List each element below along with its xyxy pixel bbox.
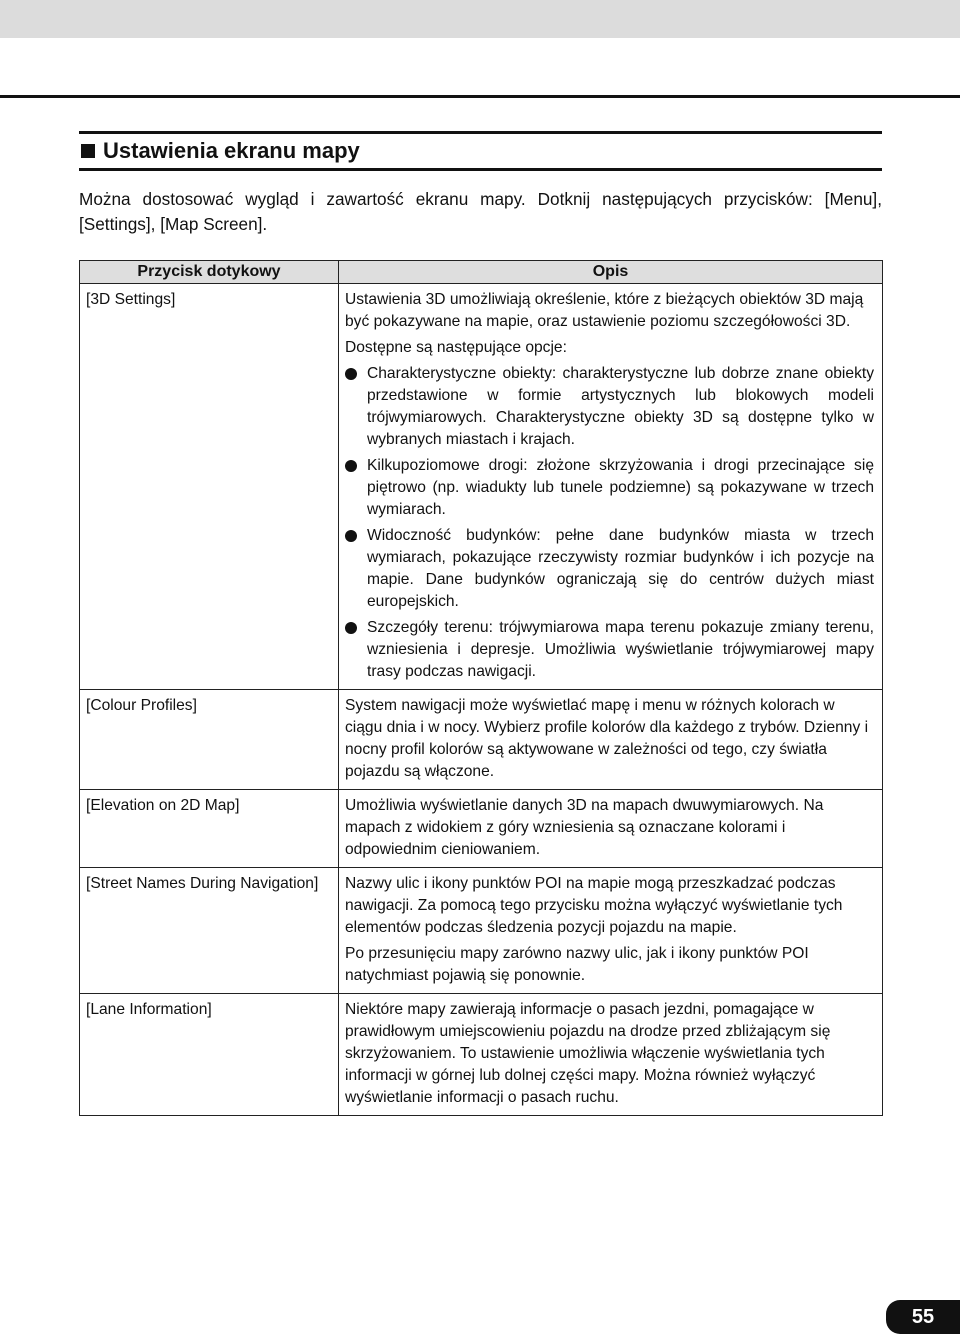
- intro-paragraph: Można dostosować wygląd i zawartość ekranu mapy. Dotknij następujących przycisków: [Menu], [Settings], [Map Screen].: [79, 189, 882, 234]
- column-header-button: Przycisk dotykowy: [80, 261, 339, 284]
- button-name: [Elevation on 2D Map]: [80, 790, 339, 868]
- list-item: [345, 525, 874, 613]
- section-heading: [79, 131, 882, 171]
- description-paragraph: Nazwy ulic i ikony punktów POI na mapie mogą przeszkadzać podczas nawigacji. Za pomocą tego przycisku można wyłączyć wyświetlanie tych elementów podczas śledzenia pozycji pojazdu na mapie.: [345, 875, 843, 936]
- list-item-text: Charakterystyczne obiekty: charakterystyczne lub dobrze znane obiekty przedstawione w formie artystycznych lub blokowych modeli trójwymiarowych. Charakterystyczne obiekty 3D są dostępne tylko w wybranych miastach i krajach.: [367, 365, 874, 448]
- square-bullet-icon: [81, 144, 95, 158]
- table-row-street-names: [80, 868, 883, 994]
- description-paragraph: Dostępne są następujące opcje:: [345, 339, 567, 356]
- button-name: [3D Settings]: [80, 284, 339, 690]
- column-header-description: Opis: [339, 261, 883, 284]
- button-name: [Lane Information]: [80, 994, 339, 1116]
- button-name: [Colour Profiles]: [80, 690, 339, 790]
- description-paragraph: Niektóre mapy zawierają informacje o pasach jezdni, pomagające w prawidłowym umiejscowieniu pojazdu na drodze przed zbliżającym się skrzyżowaniem. To ustawienie umożliwia włączenie wyświetlania tych informacji w górnej lub dolnej części mapy. Można również wyłączyć wyświetlanie informacji o pasach ruchu.: [345, 1001, 831, 1106]
- description-paragraph: Ustawienia 3D umożliwiają określenie, które z bieżących obiektów 3D mają być pokazywane na mapie, oraz ustawienie poziomu szczegółowości 3D.: [345, 291, 864, 330]
- table-row-colour-profiles: [80, 690, 883, 790]
- description-cell: [339, 994, 883, 1116]
- description-cell: [339, 868, 883, 994]
- settings-table: [79, 260, 883, 1116]
- description-paragraph: Po przesunięciu mapy zarówno nazwy ulic, jak i ikony punktów POI natychmiast pojawią się ponownie.: [345, 945, 809, 984]
- table-header-row: [80, 261, 883, 284]
- bullet-icon: [345, 622, 357, 634]
- table-row-3d-settings: [80, 284, 883, 690]
- bullet-icon: [345, 368, 357, 380]
- description-paragraph: System nawigacji może wyświetlać mapę i menu w różnych kolorach w ciągu dnia i w nocy. Wybierz profile kolorów dla każdego z trybów. Dzienny i nocny profil kolorów są aktywowane w zależności od tego, czy światła pojazdu są włączone.: [345, 697, 869, 780]
- table-row-lane-information: [80, 994, 883, 1116]
- header-band: [0, 0, 960, 38]
- description-cell: [339, 790, 883, 868]
- button-name: [Street Names During Navigation]: [80, 868, 339, 994]
- list-item-text: Widoczność budynków: pełne dane budynków miasta w trzech wymiarach, pokazujące rzeczywisty rozmiar budynków i ich pozycje na mapie. Dane budynków ograniczają się do centrów dużych miast europejskich.: [367, 527, 874, 610]
- list-item-text: Kilkupoziomowe drogi: złożone skrzyżowania i drogi przecinające się piętrowo (np. wiadukty lub tunele podziemne) są pokazywane w trzech wymiarach.: [367, 457, 874, 518]
- header-rule: [0, 95, 960, 98]
- list-item: [345, 617, 874, 683]
- list-item-text: Szczegóły terenu: trójwymiarowa mapa terenu pokazuje zmiany terenu, wzniesienia i depresje. Umożliwia wyświetlanie trójwymiarowej mapy trasy podczas nawigacji.: [367, 619, 874, 680]
- list-item: [345, 455, 874, 521]
- description-cell: [339, 690, 883, 790]
- bullet-icon: [345, 460, 357, 472]
- table-row-elevation: [80, 790, 883, 868]
- description-paragraph: Umożliwia wyświetlanie danych 3D na mapach dwuwymiarowych. Na mapach z widokiem z góry wzniesienia są oznaczane kolorami i odpowiednim cieniowaniem.: [345, 797, 824, 858]
- section-title: Ustawienia ekranu mapy: [103, 138, 360, 163]
- bullet-icon: [345, 530, 357, 542]
- description-cell: [339, 284, 883, 690]
- list-item: [345, 363, 874, 451]
- page-number: 55: [886, 1300, 960, 1334]
